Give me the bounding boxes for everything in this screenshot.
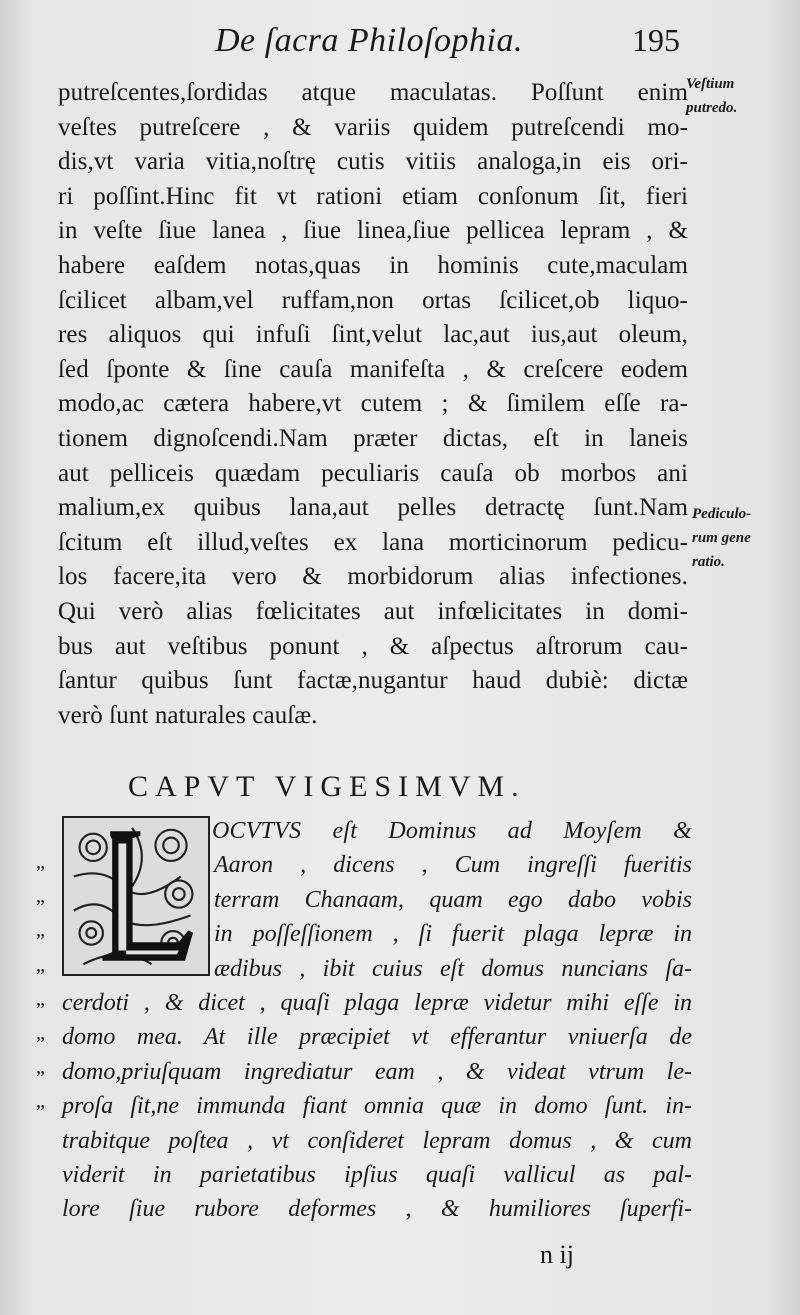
chapter-line: cerdoti , & dicet , quaſi plaga lepræ videtur mihi eſſe in: [62, 989, 692, 1016]
quote-mark: „: [36, 1021, 45, 1044]
body-line: ri poſſint.Hinc fit vt rationi etiam conſonum ſit, fieri: [58, 182, 688, 210]
body-line: ſantur quibus ſunt factæ,nugantur haud dubiè: dictæ: [58, 667, 688, 695]
body-line: los facere,ita vero & morbidorum alias infectiones.: [58, 563, 688, 591]
page-header: [0, 18, 800, 68]
body-line: in veſte ſiue lanea , ſiue linea,ſiue pellicea lepram , &: [58, 217, 688, 245]
body-line: modo,ac cætera habere,vt cutem ; & ſimilem eſſe ra-: [58, 390, 688, 418]
marginal-note-line: ratio.: [692, 554, 725, 570]
body-line: malium,ex quibus lana,aut pelles detractę ſunt.Nam: [58, 494, 688, 522]
chapter-line: in poſſeſſionem , ſi fuerit plaga lepræ in: [214, 921, 692, 948]
chapter-heading: CAPVT VIGESIMVM.: [128, 770, 526, 803]
quote-mark: „: [36, 953, 45, 976]
chapter-line: proſa ſit,ne immunda fiant omnia quæ in domo ſunt. in-: [62, 1093, 692, 1120]
body-line: ſcitum eſt illud,veſtes ex lana morticinorum pedicu-: [58, 528, 688, 556]
chapter-line: viderit in parietatibus ipſius quaſi vallicul as pal-: [62, 1161, 692, 1188]
quote-mark: „: [36, 851, 45, 873]
chapter-line: trabitque poſtea , vt conſideret lepram domus , & cum: [62, 1127, 692, 1154]
chapter-line: OCVTVS eſt Dominus ad Moyſem &: [212, 818, 692, 844]
quote-mark: „: [36, 885, 45, 908]
printer-signature: n ij: [540, 1240, 574, 1269]
body-line: aut pelliceis quædam peculiaris cauſa ob morbos ani: [58, 459, 688, 487]
page-number: 195: [632, 22, 680, 58]
quote-mark: „: [36, 1056, 45, 1079]
marginal-note-line: rum gene: [692, 530, 751, 546]
chapter-line: lore ſiue rubore deformes , & humiliores ſuperfi-: [62, 1196, 692, 1223]
chapter-line: terram Chanaam, quam ego dabo vobis: [214, 886, 692, 913]
body-line: res aliquos qui infuſi ſint,velut lac,aut ius,aut oleum,: [58, 321, 688, 349]
marginal-note-pediculorum: [692, 502, 751, 574]
body-text: [58, 76, 688, 733]
marginal-note-line: Pediculo-: [692, 506, 752, 522]
body-line: verò ſunt naturales cauſæ.: [58, 701, 318, 729]
marginal-note-line: Veſtium: [686, 76, 735, 92]
marginal-note-vestium: [686, 72, 737, 120]
body-line: ſcilicet albam,vel ruffam,non ortas ſcilicet,ob liquo-: [58, 286, 688, 314]
quote-mark: „: [36, 987, 45, 1010]
chapter-line: Aaron , dicens , Cum ingreſſi fueritis: [214, 852, 692, 879]
body-line: veſtes putreſcere , & variis quidem putreſcendi mo-: [58, 113, 688, 141]
quote-mark: „: [36, 919, 45, 942]
chapter-line: domo,priuſquam ingrediatur eam , & videat vtrum le-: [62, 1058, 692, 1085]
chapter-line: domo mea. At ille præcipiet vt efferantur vniuerſa de: [62, 1024, 692, 1051]
body-line: Qui verò alias fœlicitates aut infœlicitates in domi-: [58, 597, 688, 625]
body-line: bus aut veſtibus ponunt , & aſpectus aſtrorum cau-: [58, 632, 688, 660]
body-line: tionem dignoſcendi.Nam præter dictas, eſt in laneis: [58, 424, 688, 452]
chapter-text: [62, 814, 692, 1227]
quote-mark: „: [36, 1090, 45, 1113]
body-line: dis,vt varia vitia,noſtrę cutis vitiis analoga,in eis ori-: [58, 148, 688, 176]
quotation-marks-column: [36, 845, 60, 1119]
body-line: habere eaſdem notas,quas in hominis cute,maculam: [58, 251, 688, 279]
chapter-line: ædibus , ibit cuius eſt domus nuncians ſa-: [214, 955, 692, 982]
running-head: De ſacra Philoſophia.: [215, 22, 523, 59]
body-line: ſed ſponte & ſine cauſa manifeſta , & creſcere eodem: [58, 355, 688, 383]
body-line: putreſcentes,ſordidas atque maculatas. Poſſunt enim: [58, 79, 688, 106]
marginal-note-line: putredo.: [686, 100, 738, 116]
